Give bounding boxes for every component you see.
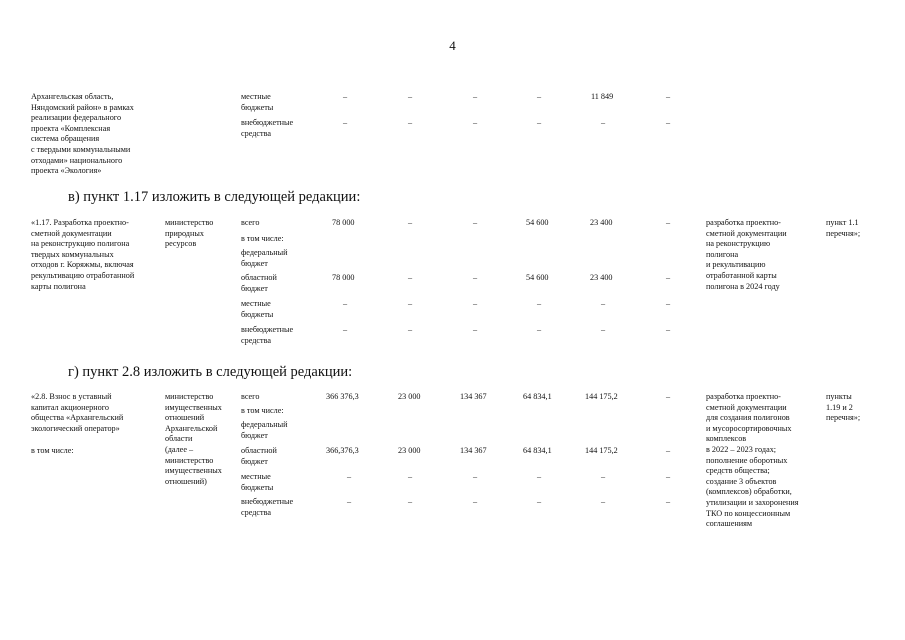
block2-row4-v2: – (408, 273, 413, 282)
heading-v: в) пункт 1.17 изложить в следующей редакции: (68, 189, 361, 205)
block3-row6-source: внебюджетные средства (241, 497, 294, 517)
block3-row5-v2: – (408, 472, 413, 481)
block3-row6-v1: – (347, 497, 352, 506)
block2-row5-source: местные бюджеты (241, 299, 274, 319)
block2-row5-v6: – (666, 299, 671, 308)
block1-row2-v3: – (473, 118, 478, 127)
block1-row2-source: внебюджетные средства (241, 118, 294, 138)
block2-row6-source: внебюджетные средства (241, 325, 294, 345)
block2-row1-source: всего (241, 218, 260, 227)
block2-row5-v2: – (408, 299, 413, 308)
block3-row3-source: федеральный бюджет (241, 420, 288, 440)
block2-row5-v1: – (343, 299, 348, 308)
block3-row4-v5: 144 175,2 (585, 446, 618, 455)
block3-row6-v6: – (666, 497, 671, 506)
block1-row2-v1: – (343, 118, 348, 127)
block1-row2-v6: – (666, 118, 671, 127)
block2-row1-v5: 23 400 (590, 218, 613, 227)
block2-row4-v1: 78 000 (332, 273, 355, 282)
block2-row6-v4: – (537, 325, 542, 334)
block2-row4-v6: – (666, 273, 671, 282)
block2-row1-v1: 78 000 (332, 218, 355, 227)
block3-row1-v5: 144 175,2 (585, 392, 618, 401)
block3-row5-v1: – (347, 472, 352, 481)
block3-row6-v4: – (537, 497, 542, 506)
block3-row1-v1: 366 376,3 (326, 392, 359, 401)
block2-row6-v3: – (473, 325, 478, 334)
block3-row2-source: в том числе: (241, 406, 284, 415)
block3-row5-v6: – (666, 472, 671, 481)
block3-description: «2.8. Взнос в уставный капитал акционерного общества «Архангельский экологический оператор» (31, 392, 124, 433)
block2-row4-v3: – (473, 273, 478, 282)
block2-executor: министерство природных ресурсов (165, 218, 214, 249)
block2-row6-v6: – (666, 325, 671, 334)
block1-row1-v1: – (343, 92, 348, 101)
block1-row2-v4: – (537, 118, 542, 127)
block2-result: разработка проектно- сметной документации на реконструкцию полигона и рекультивацию отработанной карты полигона в 2024 году (706, 218, 787, 291)
block1-description: Архангельская область, Няндомский район» в рамках реализации федерального проекта «Комплексная система обращения с твердыми коммунальными отходами» национального проекта «Экология» (31, 92, 134, 176)
block1-row1-v2: – (408, 92, 413, 101)
block3-result: разработка проектно- сметной документации для создания полигонов и мусоросортировочных комплексов в 2022 – 2023 годах; пополнение оборотных средств общества; создание 3 объектов (комплексов) обработки, утилизации и захоронения ТКО по концессионным соглашениям (706, 392, 799, 529)
block3-row1-source: всего (241, 392, 260, 401)
block3-row1-v6: – (666, 392, 671, 401)
block2-row4-v5: 23 400 (590, 273, 613, 282)
block2-row1-v2: – (408, 218, 413, 227)
block3-row4-source: областной бюджет (241, 446, 277, 466)
block2-reference: пункт 1.1 перечня»; (826, 218, 861, 238)
block3-row4-v6: – (666, 446, 671, 455)
block3-row4-v3: 134 367 (460, 446, 487, 455)
block1-row2-v2: – (408, 118, 413, 127)
block2-row6-v2: – (408, 325, 413, 334)
block3-row6-v2: – (408, 497, 413, 506)
block2-row6-v5: – (601, 325, 606, 334)
block2-row3-source: федеральный бюджет (241, 248, 288, 268)
block2-row4-v4: 54 600 (526, 273, 549, 282)
block3-row4-v2: 23 000 (398, 446, 421, 455)
block3-row5-v4: – (537, 472, 542, 481)
block3-reference: пункты 1.19 и 2 перечня»; (826, 392, 861, 423)
heading-g: г) пункт 2.8 изложить в следующей редакции: (68, 364, 353, 380)
block2-row5-v5: – (601, 299, 606, 308)
block3-row4-v4: 64 834,1 (523, 446, 552, 455)
block2-row4-source: областной бюджет (241, 273, 277, 293)
block2-row1-v3: – (473, 218, 478, 227)
block2-row5-v3: – (473, 299, 478, 308)
block3-row1-v4: 64 834,1 (523, 392, 552, 401)
block3-row5-v3: – (473, 472, 478, 481)
block2-row1-v4: 54 600 (526, 218, 549, 227)
block3-description-extra: в том числе: (31, 446, 74, 455)
block3-row1-v2: 23 000 (398, 392, 421, 401)
block2-row2-source: в том числе: (241, 234, 284, 243)
block3-row6-v5: – (601, 497, 606, 506)
block1-row1-v6: – (666, 92, 671, 101)
block2-description: «1.17. Разработка проектно- сметной документации на реконструкцию полигона твердых коммунальных отходов г. Коряжмы, включая рекультивацию отработанной карты полигона (31, 218, 135, 291)
block1-row1-v3: – (473, 92, 478, 101)
block1-row1-source: местные бюджеты (241, 92, 274, 112)
block3-row1-v3: 134 367 (460, 392, 487, 401)
block2-row5-v4: – (537, 299, 542, 308)
block3-row5-v5: – (601, 472, 606, 481)
page-number: 4 (449, 38, 456, 53)
block3-row5-source: местные бюджеты (241, 472, 274, 492)
block3-executor: министерство имущественных отношений Архангельской области (далее – министерство имущественных отношений) (165, 392, 222, 486)
block2-row6-v1: – (343, 325, 348, 334)
block1-row1-v5: 11 849 (591, 92, 614, 101)
block3-row6-v3: – (473, 497, 478, 506)
block2-row1-v6: – (666, 218, 671, 227)
block3-row4-v1: 366,376,3 (326, 446, 359, 455)
block1-row2-v5: – (601, 118, 606, 127)
block1-row1-v4: – (537, 92, 542, 101)
